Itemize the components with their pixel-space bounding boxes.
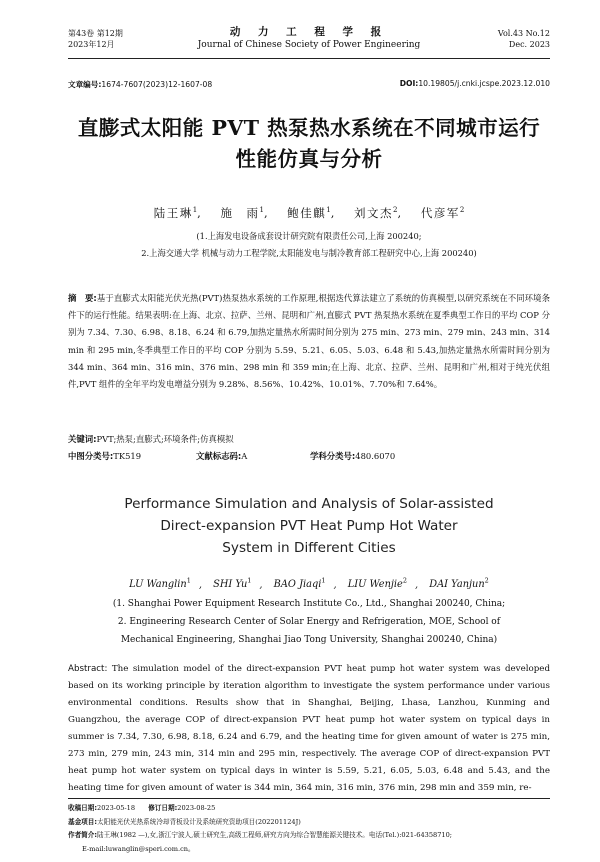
doi (400, 79, 550, 88)
author-cn-sup: 1 (192, 206, 198, 215)
title-en-line-1: Performance Simulation and Analysis of Solar-assisted (124, 496, 494, 512)
doc-code-label: 文献标志码: (196, 451, 242, 461)
author-cn-sup: 2 (393, 206, 398, 215)
author-en (429, 579, 489, 590)
authors-cn: 陆王琳$^1$, 施 雨$^1$, 鲍佳麒$^1$, 刘文杰$^2$, 代彦军$^2$ (153, 206, 465, 220)
abstract-en-text: The simulation model of the direct-expansion PVT heat pump hot water system was developed based on its working principle by iteration algorithm to investigate the system performance under various environmental conditions. Results show that in Shanghai, Beijing, Lhasa, Lanzhou, Kunming and Guangzhou, the average COP of direct-expansion PVT heat pump hot water system on typical days in summer is 7.34, 7.30, 6.98, 8.18, 6.24 and 6.79, and the heating time for given amount of water is 275 min, 273 min, 279 min, 243 min, 314 min and 295 min, respectively. The average COP of direct-expansion PVT heat pump hot water system on typical days in winter is 5.59, 5.21, 6.05, 5.03, 6.48 and 5.43, and the heating time for given amount of water is 344 min, 364 min, 316 min, 376 min, 298 min and 359 min, re- (68, 664, 551, 793)
author-cn (220, 206, 263, 220)
abstract-en (68, 661, 551, 793)
doc-code-value: A (241, 451, 248, 461)
author-en-sup: 1 (321, 577, 326, 585)
classification (68, 448, 550, 465)
article-number-label: 文章编号: (68, 80, 102, 89)
received-date: 2023-05-18 (97, 804, 136, 812)
subject-code-value: 480.6070 (355, 451, 396, 461)
author-cn-name: 刘文杰 (354, 206, 394, 220)
author-cn-sup: 2 (459, 206, 465, 215)
clc-number (68, 448, 196, 465)
footnote-dates (68, 802, 550, 816)
keywords-cn-text: PVT;热泵;直膨式;环境条件;仿真模拟 (96, 434, 234, 444)
author-en-name: LU Wanglin (129, 579, 187, 591)
article-number (68, 79, 212, 90)
author-en-sup: 1 (186, 577, 191, 585)
affiliations-en (68, 595, 550, 649)
author-email: E-mail:luwanglin@speri.com.cn。 (82, 844, 195, 853)
author-en (213, 579, 251, 590)
author-bio-label: 作者简介: (68, 831, 98, 840)
subject-code-label: 学科分类号: (310, 451, 356, 461)
author-cn-name: 施 雨 (220, 206, 260, 220)
author-cn-name: 陆王琳 (153, 206, 193, 220)
volume-en: Vol.43 No.12 (497, 29, 550, 38)
affiliation-en: 2. Engineering Research Center of Solar Energy and Refrigeration, MOE, School of (117, 617, 501, 627)
received-label: 收稿日期: (68, 804, 98, 812)
journal-name-en: Journal of Chinese Society of Power Engineering (197, 40, 421, 50)
author-en (274, 579, 326, 590)
date-cn: 2023年12月 (68, 40, 115, 49)
abstract-en-label: Abstract: (68, 664, 108, 674)
keywords-cn-label: 关键词: (68, 434, 97, 444)
doi-value: 10.19805/j.cnki.jcspe.2023.12.010 (418, 79, 550, 88)
revised-label: 修订日期: (148, 804, 178, 812)
footnotes (68, 798, 550, 856)
keywords-cn (68, 431, 550, 448)
author-en-sup: 2 (402, 577, 407, 585)
author-en (129, 579, 191, 590)
header-volume-en (498, 28, 550, 50)
doi-label: DOI: (399, 79, 419, 88)
author-cn (154, 206, 197, 220)
footnote-author (68, 829, 550, 843)
author-cn-name: 代彦军 (420, 206, 460, 220)
journal-name-cn: 动 力 工 程 学 报 (229, 26, 389, 38)
author-en-sup: 1 (247, 577, 252, 585)
author-cn (421, 206, 464, 220)
affiliations-cn (68, 228, 550, 262)
title-en (68, 493, 550, 559)
author-en-name: LIU Wenjie (347, 579, 403, 591)
article-number-value: 1674-7607(2023)12-1607-08 (101, 80, 213, 89)
title-cn (68, 113, 550, 175)
fund-label: 基金项目: (68, 817, 98, 826)
title-en-line-3: System in Different Cities (222, 540, 396, 556)
affiliation-en: (1. Shanghai Power Equipment Research Institute Co., Ltd., Shanghai 200240, China; (112, 599, 506, 609)
title-cn-line-1: 直膨式太阳能 PVT 热泵热水系统在不同城市运行 (77, 116, 541, 140)
footnote-fund (68, 816, 550, 830)
clc-label: 中图分类号: (68, 451, 114, 461)
date-en: Dec. 2023 (508, 40, 550, 49)
author-cn (287, 206, 330, 220)
author-en-name: DAI Yanjun (429, 579, 485, 591)
author-en-sup: 2 (484, 577, 489, 585)
revised-date: 2023-08-25 (177, 804, 216, 812)
volume-cn: 第43卷 第12期 (68, 29, 123, 38)
title-en-line-2: Direct-expansion PVT Heat Pump Hot Water (160, 518, 458, 534)
author-en-name: SHI Yu (213, 579, 248, 591)
affiliation-cn: (1.上海发电设备成套设计研究院有限责任公司,上海 200240; (196, 231, 422, 241)
abstract-cn-text: 基于直膨式太阳能光伏光热(PVT)热泵热水系统的工作原理,根据迭代算法建立了系统的仿真模型,以研究系统在不同环境条件下的运行性能。结果表明:在上海、北京、拉萨、兰州、昆明和广州,直膨式 PVT 热泵热水系统在夏季典型工作日的平均 COP 分别为 7.34、7.30、6.98、8.18、6.24 和 6.79,加热定量热水所需时间分别为 275 min、273 min、279 min、243 min、314 min 和 295 min,冬季典型工作日的平均 COP 分别为 5.59、5.21、6.05、5.03、6.48 和 5.43,加热定量热水所需时间分别为 344 min、364 min、316 min、376 min、298 min 和 359 min;在上海、北京、拉萨、兰州、昆明和广州,相对于纯光伏组件,PVT 组件的全年平均发电增益分别为 9.28%、8.56%、10.42%、10.01%、7.70%和 7.64%。 (68, 293, 550, 390)
header-journal (68, 26, 550, 52)
subject-code (310, 448, 395, 465)
authors-en: LU Wanglin$^1$ , SHI Yu$^1$ , BAO Jiaqi$^1$ , LIU Wenjie$^2$ , DAI Yanjun$^2$ (129, 577, 489, 591)
affiliation-en: Mechanical Engineering, Shanghai Jiao Tong University, Shanghai 200240, China) (120, 635, 498, 645)
author-en-name: BAO Jiaqi (273, 579, 322, 591)
author-cn-name: 鲍佳麒 (287, 206, 327, 220)
clc-value: TK519 (113, 451, 142, 461)
author-bio-text: 陆王琳(1982 —),女,浙江宁波人,硕士研究生,高级工程师,研究方向为综合智慧能源关键技术。电话(Tel.):021-64358710; (97, 831, 453, 840)
title-cn-line-2: 性能仿真与分析 (235, 147, 383, 171)
author-cn-sup: 1 (326, 206, 331, 215)
abstract-cn-label: 摘 要: (68, 293, 97, 303)
abstract-cn (68, 290, 550, 393)
author-cn (354, 206, 397, 220)
fund-text: 太阳能光伏光热系统冷却背板设计及系统研究资助项目(202201124J) (97, 817, 301, 826)
document-code (196, 448, 310, 465)
affiliation-cn: 2.上海交通大学 机械与动力工程学院,太阳能发电与制冷教育部工程研究中心,上海 200240) (141, 248, 477, 258)
author-cn-sup: 1 (259, 206, 264, 215)
author-en (348, 579, 407, 590)
running-header (68, 24, 550, 59)
